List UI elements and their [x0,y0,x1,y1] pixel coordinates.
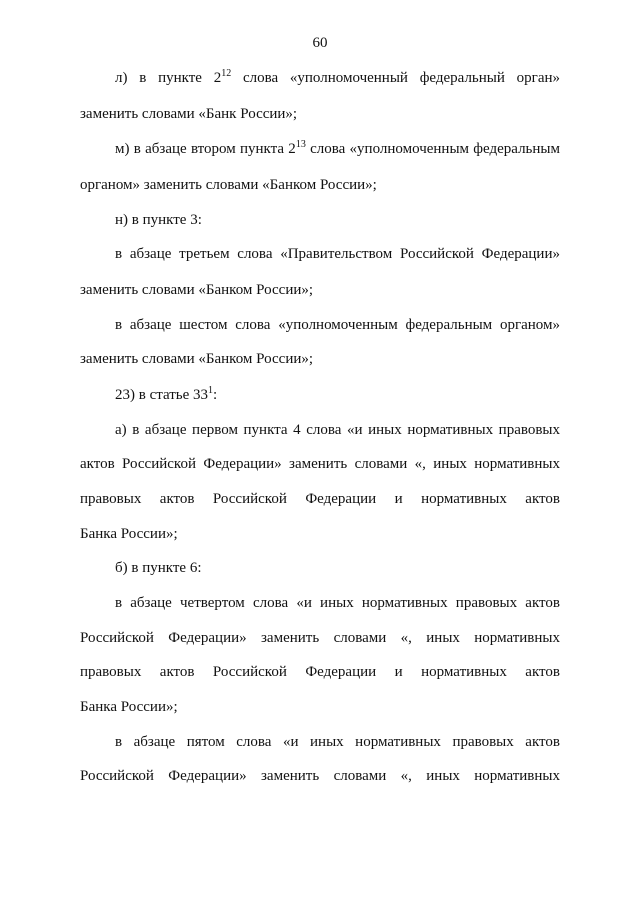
paragraph-b-fourth-line-2: Российской Федерации» заменить словами «, иных нормативных [80,630,560,646]
text-run: л) в пункте 2 [115,70,222,86]
paragraph-a-line-4: Банка России»; [80,526,178,542]
paragraph-23-line-1 [115,385,560,405]
text-run: слова «уполномоченным федеральным [305,141,560,157]
paragraph-b-fifth-line-2: Российской Федерации» заменить словами «, иных нормативных [80,768,560,784]
paragraph-l-line-2: заменить словами «Банк России»; [80,106,298,122]
paragraph-b-line-1: б) в пункте 6: [115,560,202,576]
paragraph-n-third-line-1: в абзаце третьем слова «Правительством Российской Федерации» [115,246,560,262]
paragraph-a-line-3: правовых актов Российской Федерации и нормативных актов [80,491,560,507]
superscript: 1 [208,385,214,396]
paragraph-b-fourth-line-4: Банка России»; [80,699,178,715]
text-run: 23) в статье 33 [115,387,209,403]
text-run: слова «уполномоченный федеральный орган» [231,70,561,86]
superscript: 13 [295,139,306,150]
paragraph-a-line-1: а) в абзаце первом пункта 4 слова «и иных нормативных правовых [115,422,560,438]
paragraph-n-sixth-line-2: заменить словами «Банком России»; [80,351,314,367]
text-run: : [213,387,218,403]
paragraph-n-third-line-2: заменить словами «Банком России»; [80,282,314,298]
paragraph-l-line-1 [115,68,560,88]
paragraph-m-line-2: органом» заменить словами «Банком России»; [80,177,377,193]
paragraph-b-fifth-line-1: в абзаце пятом слова «и иных нормативных правовых актов [115,734,560,750]
paragraph-m-line-1 [115,139,560,159]
page-number: 60 [312,35,328,51]
text-run: м) в абзаце втором пункта 2 [115,141,296,157]
paragraph-b-fourth-line-3: правовых актов Российской Федерации и нормативных актов [80,664,560,680]
paragraph-a-line-2: актов Российской Федерации» заменить словами «, иных нормативных [80,456,560,472]
superscript: 12 [221,68,232,79]
paragraph-n-line-1: н) в пункте 3: [115,212,202,228]
paragraph-n-sixth-line-1: в абзаце шестом слова «уполномоченным федеральным органом» [115,317,560,333]
paragraph-b-fourth-line-1: в абзаце четвертом слова «и иных нормативных правовых актов [115,595,560,611]
